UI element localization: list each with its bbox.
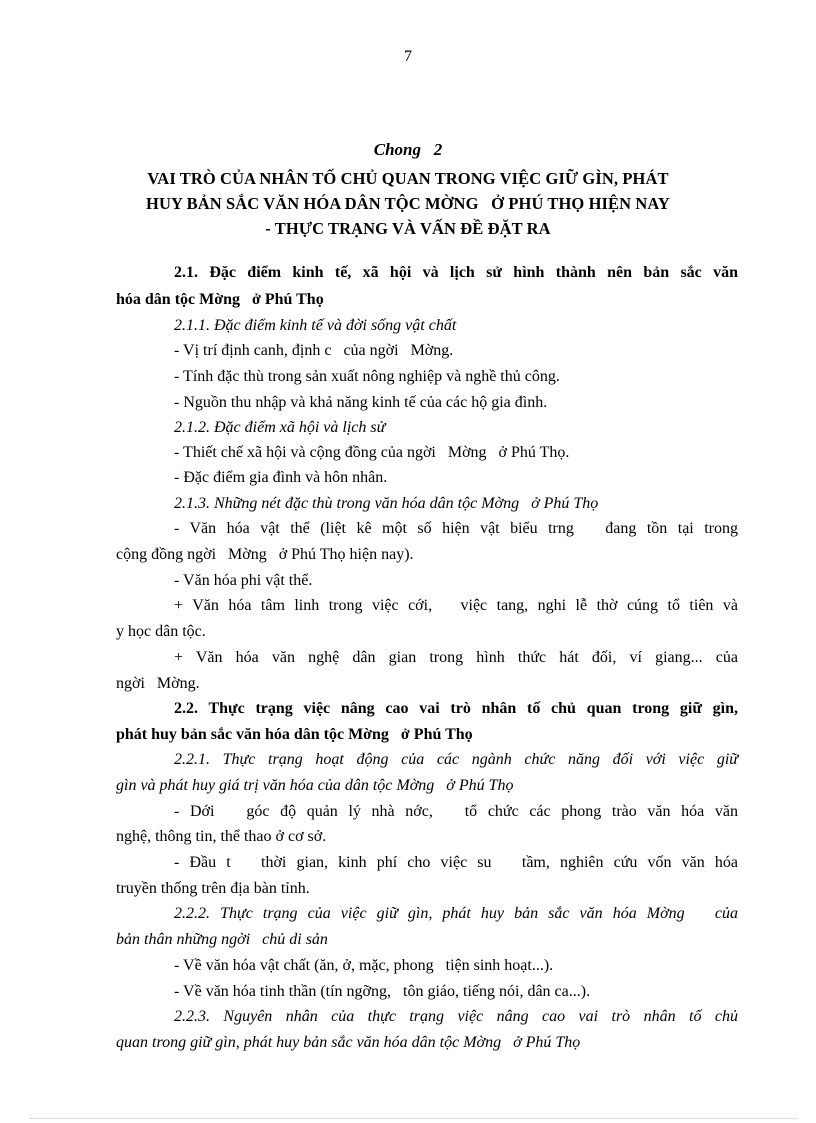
subsection-heading-cont: bản thân những ngời chủ di sản bbox=[116, 931, 328, 948]
subsection-heading-cont: quan trong giữ gìn, phát huy bản sắc văn hóa dân tộc Mờng ở Phú Thọ bbox=[116, 1034, 581, 1051]
chapter-title-line: - THỰC TRẠNG VÀ VẤN ĐỀ ĐẶT RA bbox=[265, 219, 551, 238]
bullet-item: - Về văn hóa tinh thần (tín ngỡng, tôn giáo, tiếng nói, dân ca...). bbox=[174, 983, 591, 1000]
bullet-item-cont: cộng đồng ngời Mờng ở Phú Thọ hiện nay). bbox=[116, 546, 414, 563]
bullet-item: + Văn hóa văn nghệ dân gian trong hình thức hát đối, ví giang... của bbox=[174, 649, 738, 666]
subsection-heading: 2.2.1. Thực trạng hoạt động của các ngành chức năng đối với việc giữ bbox=[174, 751, 738, 768]
bullet-item-cont: ngời Mờng. bbox=[116, 675, 200, 692]
bullet-item: - Văn hóa phi vật thể. bbox=[174, 572, 313, 589]
bullet-item: - Vị trí định canh, định c của ngời Mờng. bbox=[174, 342, 454, 359]
page-bottom-divider bbox=[30, 1118, 796, 1119]
subsection-heading: 2.1.3. Những nét đặc thù trong văn hóa dân tộc Mờng ở Phú Thọ bbox=[174, 495, 599, 512]
section-heading-cont: hóa dân tộc Mờng ở Phú Thọ bbox=[116, 291, 324, 308]
bullet-item: + Văn hóa tâm linh trong việc cới, việc tang, nghi lễ thờ cúng tổ tiên và bbox=[174, 597, 738, 614]
bullet-item-cont: y học dân tộc. bbox=[116, 623, 206, 640]
bullet-item: - Dới góc độ quản lý nhà nớc, tổ chức các phong trào văn hóa văn bbox=[174, 803, 738, 820]
bullet-item-cont: nghệ, thông tin, thể thao ở cơ sở. bbox=[116, 828, 327, 845]
section-heading: 2.1. Đặc điểm kinh tế, xã hội và lịch sử hình thành nên bản sắc văn bbox=[174, 264, 738, 281]
bullet-item: - Đầu t thời gian, kinh phí cho việc su tầm, nghiên cứu vốn văn hóa bbox=[174, 854, 738, 871]
bullet-item: - Nguồn thu nhập và khả năng kinh tế của các hộ gia đình. bbox=[174, 394, 548, 411]
chapter-label: Chong 2 bbox=[373, 140, 443, 159]
subsection-heading-cont: gìn và phát huy giá trị văn hóa của dân tộc Mờng ở Phú Thọ bbox=[116, 777, 514, 794]
bullet-item: - Đặc điểm gia đình và hôn nhân. bbox=[174, 469, 388, 486]
page-number: 7 bbox=[404, 48, 412, 65]
bullet-item: - Thiết chế xã hội và cộng đồng của ngời Mờng ở Phú Thọ. bbox=[174, 444, 570, 461]
bullet-item-cont: truyền thống trên địa bàn tỉnh. bbox=[116, 880, 310, 897]
subsection-heading: 2.2.3. Nguyên nhân của thực trạng việc nâng cao vai trò nhân tố chủ bbox=[174, 1008, 738, 1025]
chapter-title-line: VAI TRÒ CỦA NHÂN TỐ CHỦ QUAN TRONG VIỆC GIỮ GÌN, PHÁT bbox=[147, 169, 669, 188]
bullet-item: - Tính đặc thù trong sản xuất nông nghiệp và nghề thủ công. bbox=[174, 368, 560, 385]
subsection-heading: 2.1.1. Đặc điểm kinh tế và đời sống vật chất bbox=[174, 317, 457, 334]
bullet-item: - Về văn hóa vật chất (ăn, ở, mặc, phong tiện sinh hoạt...). bbox=[174, 957, 554, 974]
chapter-title-line: HUY BẢN SẮC VĂN HÓA DÂN TỘC MỜNG Ở PHÚ THỌ HIỆN NAY bbox=[146, 194, 670, 213]
section-heading-cont: phát huy bản sắc văn hóa dân tộc Mờng ở Phú Thọ bbox=[116, 726, 473, 743]
bullet-item: - Văn hóa vật thể (liệt kê một số hiện vật biểu trng đang tồn tại trong bbox=[174, 520, 738, 537]
subsection-heading: 2.1.2. Đặc điểm xã hội và lịch sử bbox=[174, 419, 386, 436]
subsection-heading: 2.2.2. Thực trạng của việc giữ gìn, phát huy bản sắc văn hóa Mờng của bbox=[174, 905, 738, 922]
section-heading: 2.2. Thực trạng việc nâng cao vai trò nhân tố chủ quan trong giữ gìn, bbox=[174, 700, 738, 717]
